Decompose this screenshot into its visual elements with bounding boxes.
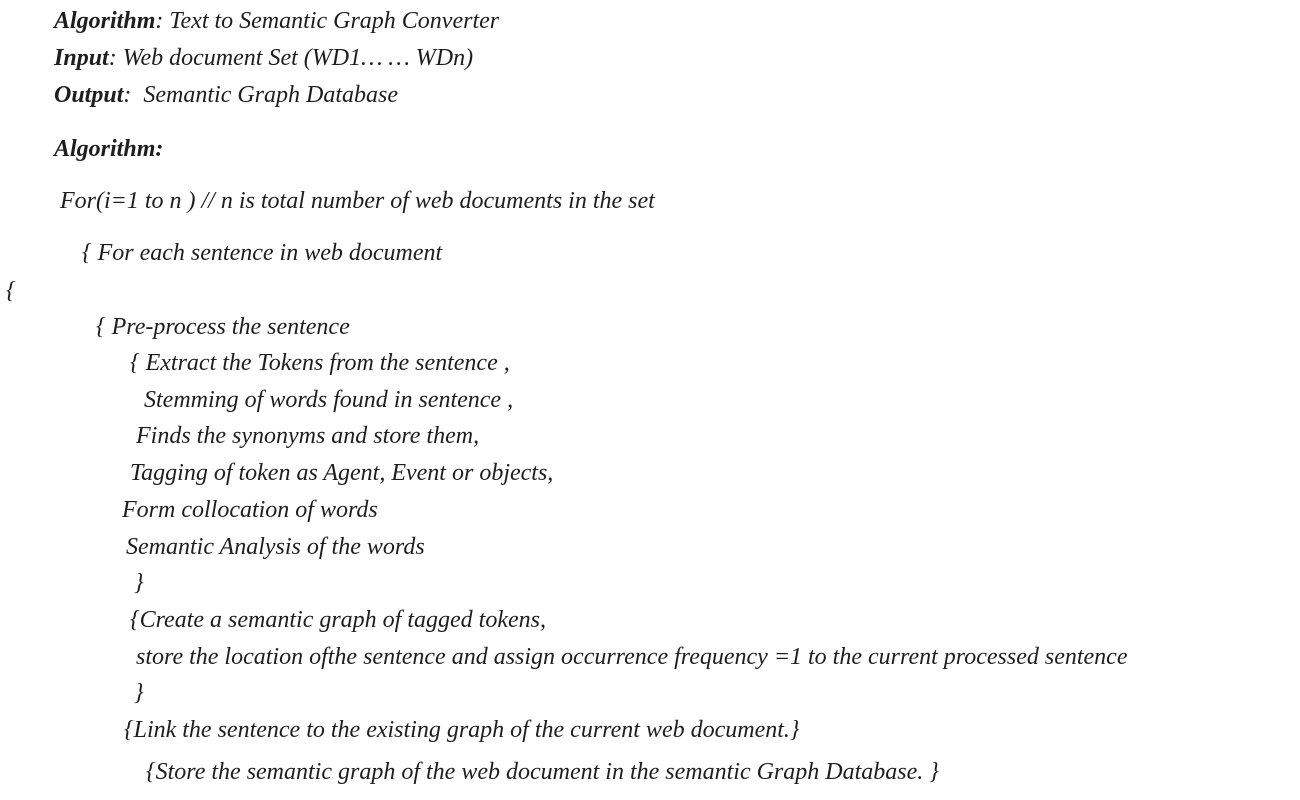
algorithm-name: : Text to Semantic Graph Converter	[155, 8, 500, 34]
code-line-semantic-analysis: Semantic Analysis of the words	[126, 534, 425, 560]
code-line-stemming: Stemming of words found in sentence ,	[144, 387, 514, 413]
code-line-close-brace: }	[134, 680, 144, 706]
code-line-store-graph: {Store the semantic graph of the web document in the semantic Graph Database. }	[146, 759, 939, 785]
code-line-close-brace: }	[134, 570, 144, 596]
code-line-create-graph: {Create a semantic graph of tagged tokens,	[130, 607, 546, 633]
code-line-for-loop: For(i=1 to n ) // n is total number of web documents in the set	[60, 188, 655, 214]
code-line-preprocess: { Pre-process the sentence	[96, 314, 350, 340]
algorithm-section-heading: Algorithm:	[54, 136, 164, 162]
code-line-store-location: store the location ofthe sentence and assign occurrence frequency =1 to the current processed sentence	[136, 644, 1128, 670]
code-line-tagging: Tagging of token as Agent, Event or objects,	[130, 460, 554, 486]
code-line-link-sentence: {Link the sentence to the existing graph of the current web document.}	[124, 717, 800, 743]
input-label: Input	[54, 45, 109, 71]
algorithm-label: Algorithm	[54, 8, 156, 34]
code-line-collocation: Form collocation of words	[122, 497, 378, 523]
code-line-for-each-sentence: { For each sentence in web document	[82, 240, 443, 266]
code-line-extract-tokens: { Extract the Tokens from the sentence ,	[130, 350, 510, 376]
input-line	[54, 43, 473, 73]
output-value: : Semantic Graph Database	[123, 82, 399, 108]
output-label: Output	[54, 82, 124, 108]
code-line-synonyms: Finds the synonyms and store them,	[136, 423, 480, 449]
input-value: : Web document Set (WD1… … WDn)	[108, 45, 474, 71]
algorithm-title-line	[54, 6, 499, 36]
code-line-open-brace: {	[6, 278, 16, 304]
output-line	[54, 80, 398, 110]
